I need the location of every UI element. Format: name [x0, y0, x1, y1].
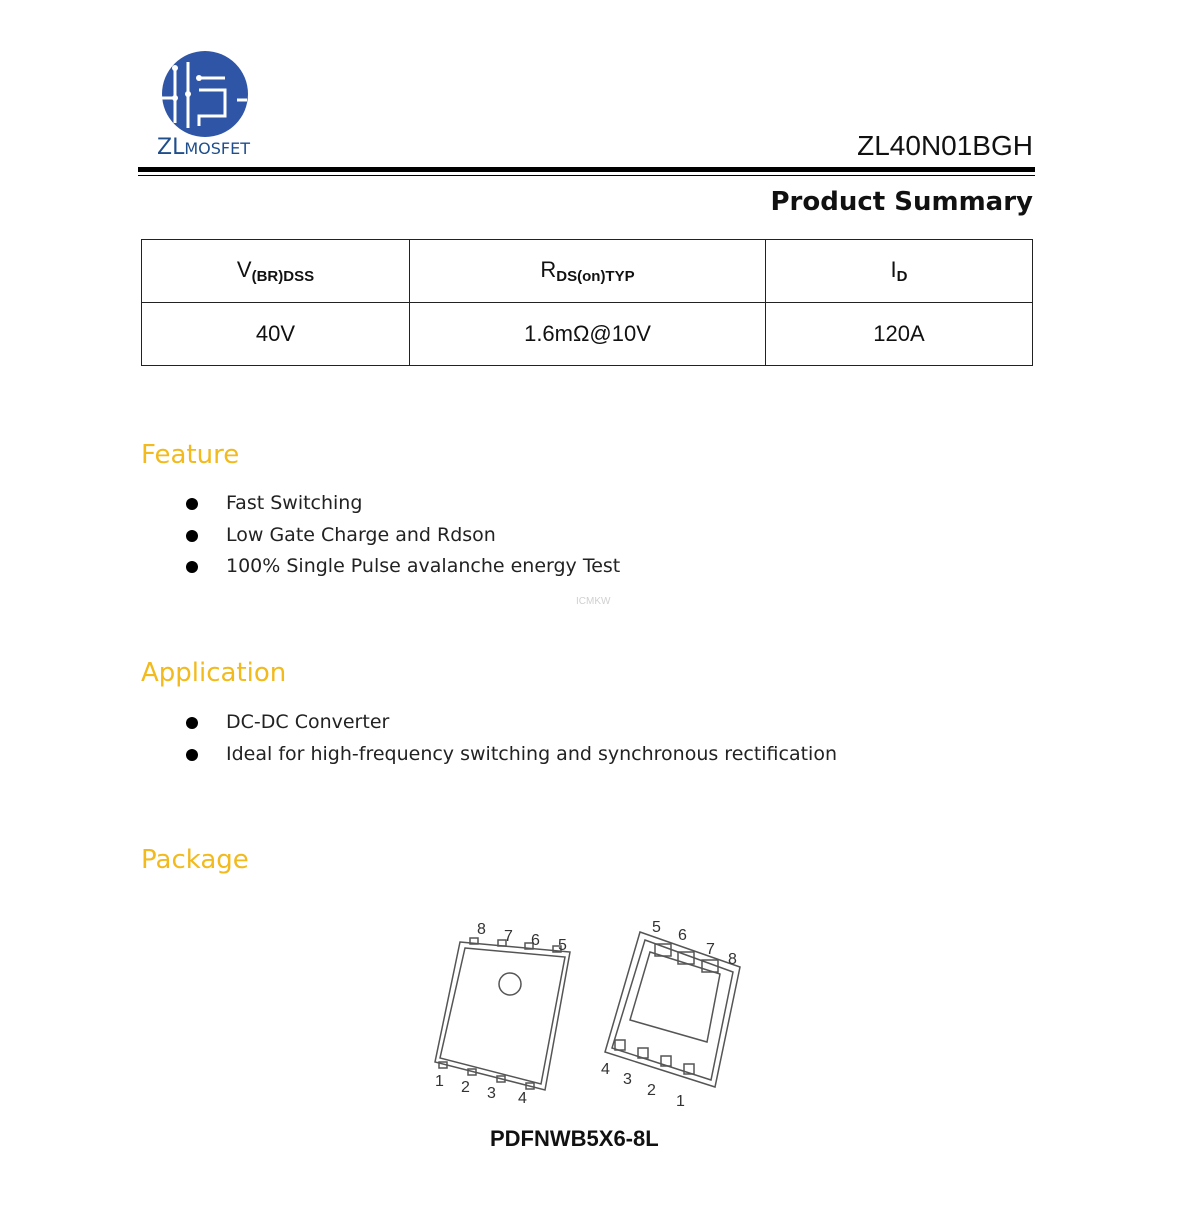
- pin-label: 6: [678, 927, 687, 944]
- pin-label: 7: [706, 941, 715, 958]
- list-item: DC-DC Converter: [186, 707, 837, 739]
- pin-label: 2: [647, 1082, 656, 1099]
- header-rule: [138, 167, 1035, 172]
- part-number: ZL40N01BGH: [857, 130, 1033, 161]
- header-cell-id: $I_D$: [766, 240, 1033, 303]
- table-row: [142, 303, 1033, 366]
- package-caption: PDFNWB5X6-8L: [490, 1126, 659, 1151]
- summary-heading: Product Summary: [770, 187, 1033, 217]
- list-item: Fast Switching: [186, 488, 620, 520]
- watermark-text: ICMKW: [576, 596, 611, 607]
- pin-label: 8: [477, 921, 486, 938]
- pin-label: 1: [676, 1093, 685, 1110]
- logo-text-small: MOSFET: [184, 139, 250, 158]
- application-title: Application: [141, 658, 287, 688]
- pin-label: 3: [487, 1085, 496, 1102]
- application-list: [186, 707, 837, 770]
- pin-label: 3: [623, 1071, 632, 1088]
- header-cell-vbrdss: $V_{(BR)DSS}$: [142, 240, 410, 303]
- table-header-row: [142, 240, 1033, 303]
- feature-list: [186, 488, 620, 583]
- header-cell-rdson: $R_{DS(on)TYP}$: [410, 240, 766, 303]
- list-item: 100% Single Pulse avalanche energy Test: [186, 551, 620, 583]
- pin-label: 6: [531, 932, 540, 949]
- logo-wordmark: [157, 135, 250, 160]
- product-summary-table: [141, 239, 1033, 366]
- value-cell-rdson: 1.6mΩ@10V: [410, 303, 766, 366]
- header-rule-thin: [138, 175, 1035, 176]
- value-cell-id: 120A: [766, 303, 1033, 366]
- logo-text-big: ZL: [157, 135, 185, 160]
- pin-label: 5: [652, 919, 661, 936]
- pin-label: 4: [601, 1061, 610, 1078]
- feature-title: Feature: [141, 440, 240, 470]
- pin-label: 4: [518, 1090, 527, 1107]
- pin-label: 8: [728, 951, 737, 968]
- package-title: Package: [141, 845, 249, 875]
- list-item: Ideal for high-frequency switching and synchronous rectification: [186, 739, 837, 771]
- pin-label: 7: [504, 928, 513, 945]
- value-cell-vbrdss: 40V: [142, 303, 410, 366]
- pin-label: 5: [558, 937, 567, 954]
- list-item: Low Gate Charge and Rdson: [186, 520, 620, 552]
- package-drawing: [425, 912, 755, 1112]
- pin-label: 2: [461, 1079, 470, 1096]
- pin-label: 1: [435, 1073, 444, 1090]
